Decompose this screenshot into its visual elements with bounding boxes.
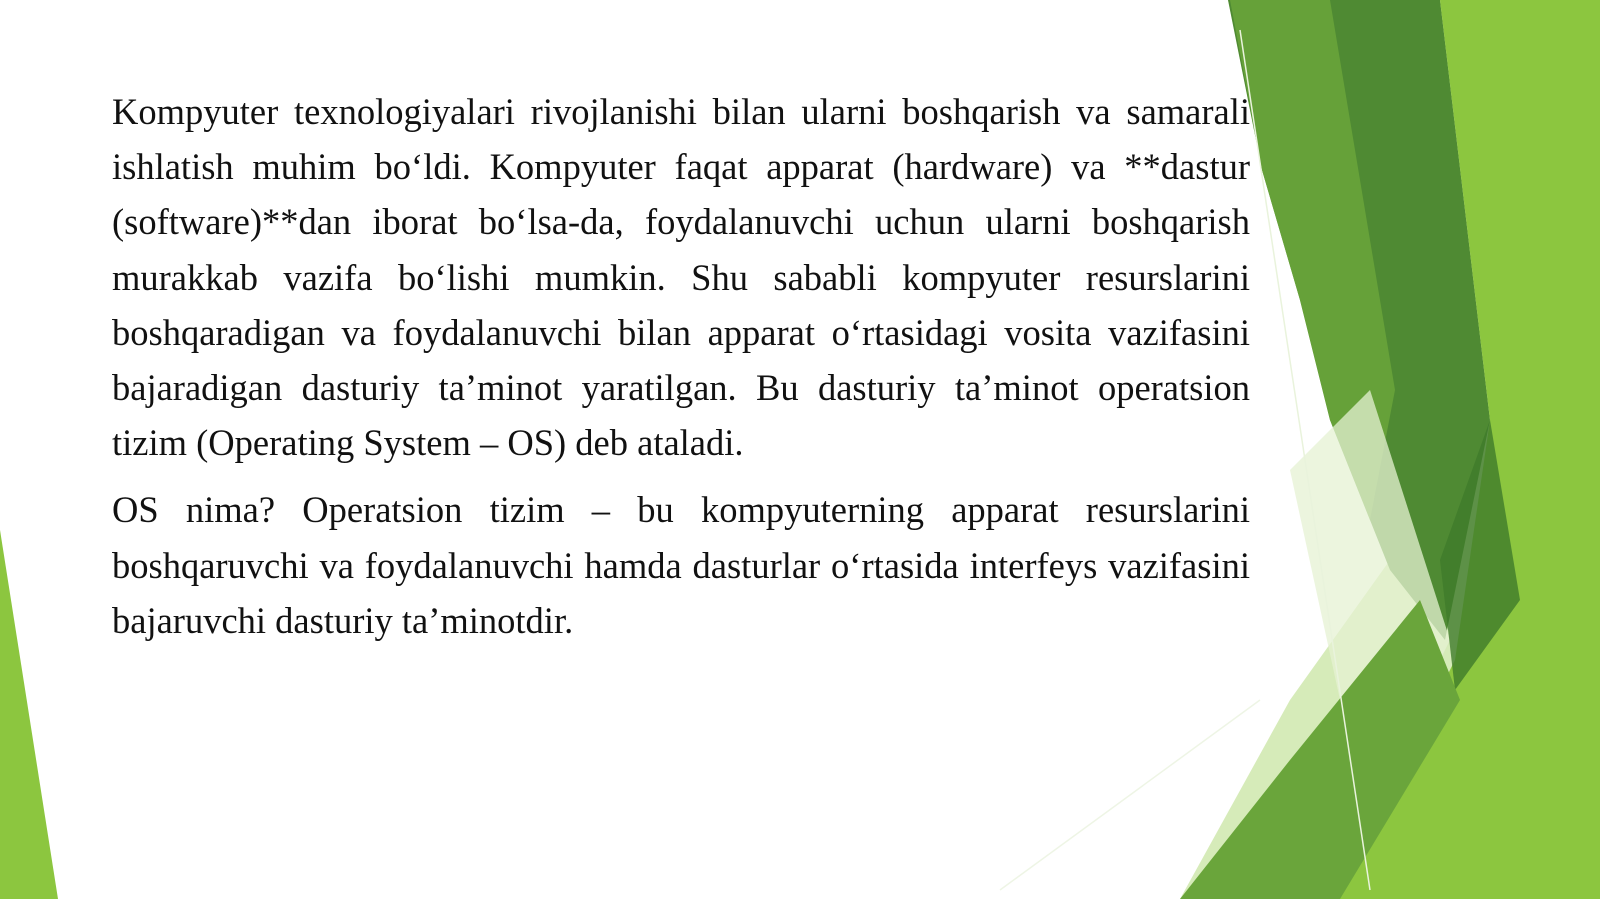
left-green-shape <box>0 530 58 899</box>
paragraph-intro: Kompyuter texnologiyalari rivojlanishi bilan ularni boshqarish va samarali ishlatish muhim bo‘ldi. Kompyuter faqat apparat (hardware) va **dastur (software)**dan iborat bo‘lsa-da, foydalanuvchi uchun ularni boshqarish murakkab vazifa bo‘lishi mumkin. Shu sababli kompyuter resurslarini boshqaradigan va foydalanuvchi bilan apparat o‘rtasidagi vosita vazifasini bajaradigan dasturiy ta’minot yaratilgan. Bu dasturiy ta’minot operatsion tizim (Operating System – OS) deb ataladi. <box>112 91 1250 464</box>
paragraph-os-definition: OS nima? Operatsion tizim – bu kompyuterning apparat resurslarini boshqaruvchi va foydalanuvchi hamda dasturlar o‘rtasida interfeys vazifasini bajaruvchi dasturiy ta’minotdir. <box>112 489 1250 641</box>
slide-body <box>112 84 1250 660</box>
